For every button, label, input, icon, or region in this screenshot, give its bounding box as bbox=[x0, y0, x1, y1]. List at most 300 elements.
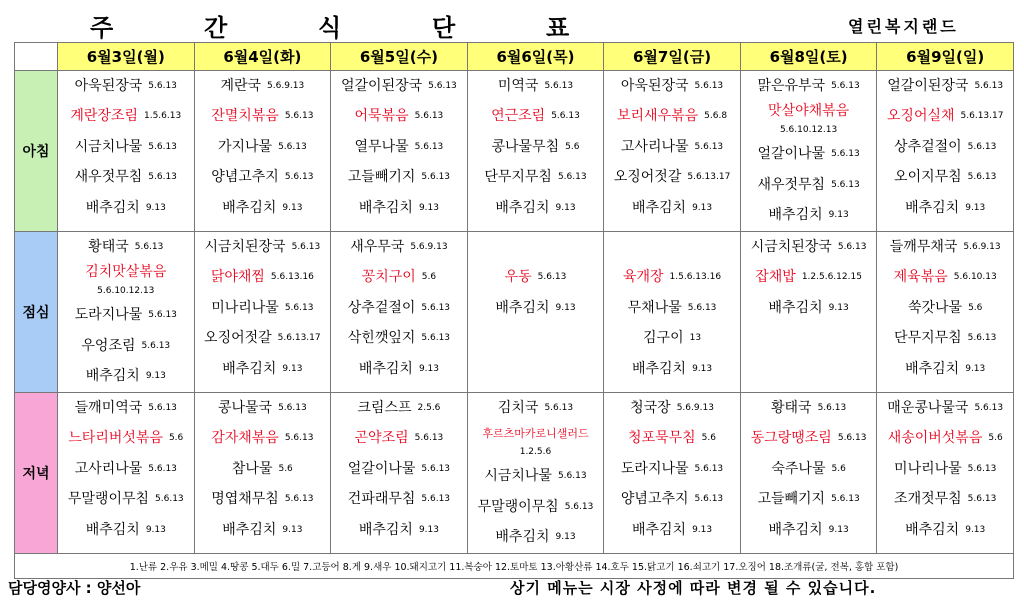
dish-item bbox=[58, 263, 194, 301]
menu-cell bbox=[740, 393, 877, 554]
dish-item bbox=[195, 354, 331, 385]
dish-name: 고사리나물 bbox=[620, 138, 689, 155]
dish-item bbox=[195, 132, 331, 163]
allergen-codes: 5.6.8 bbox=[704, 111, 728, 122]
dish-item bbox=[877, 71, 1013, 102]
dish-item bbox=[741, 263, 877, 294]
dish-name: 미역국 bbox=[497, 77, 539, 94]
dish-item bbox=[468, 102, 604, 133]
dish-item bbox=[195, 393, 331, 424]
allergen-codes: 5.6.13 bbox=[537, 272, 567, 283]
dish-name: 무채나물 bbox=[627, 299, 682, 316]
dish-name: 어묵볶음 bbox=[354, 108, 409, 125]
dish-item bbox=[331, 263, 467, 294]
allergen-codes: 5.6.13 bbox=[148, 172, 177, 183]
dish-name: 도라지나물 bbox=[74, 307, 143, 324]
allergen-codes: 5.6.13 bbox=[564, 501, 594, 512]
dish-name: 배추김치 bbox=[222, 199, 277, 216]
dish-name: 우엉조림 bbox=[81, 337, 136, 354]
dish-name: 얼갈이된장국 bbox=[341, 77, 423, 94]
dish-name: 황태국 bbox=[88, 238, 129, 255]
menu-cell bbox=[740, 232, 877, 393]
dish-name: 우동 bbox=[504, 269, 532, 286]
dish-item bbox=[58, 163, 194, 194]
dish-item bbox=[877, 485, 1013, 516]
dish-item bbox=[58, 132, 194, 163]
dish-name: 가지나물 bbox=[217, 138, 273, 155]
allergen-codes: 5.6.13 bbox=[141, 340, 171, 351]
dish-name: 새우무국 bbox=[350, 238, 405, 255]
dish-item bbox=[877, 132, 1013, 163]
dish-item bbox=[195, 193, 331, 224]
dish-item bbox=[331, 454, 467, 485]
allergen-codes: 5.6.13 bbox=[967, 172, 997, 183]
dish-name: 새우젓무침 bbox=[74, 169, 143, 186]
allergen-codes: 5.6 bbox=[831, 463, 846, 474]
dish-name: 얼갈이된장국 bbox=[887, 77, 969, 94]
day-header: 6월8일(토) bbox=[740, 43, 877, 71]
dish-item bbox=[195, 163, 331, 194]
dish-item bbox=[468, 71, 604, 102]
dish-name: 오징어젓갈 bbox=[204, 330, 272, 347]
allergen-codes: 9.13 bbox=[555, 202, 576, 213]
dish-item bbox=[741, 393, 877, 424]
allergen-codes: 9.13 bbox=[692, 363, 713, 374]
dish-name: 쑥갓나물 bbox=[907, 299, 963, 316]
title-char: 식 bbox=[318, 14, 342, 42]
meal-label: 점심 bbox=[15, 232, 58, 393]
allergen-codes: 5.6.13 bbox=[694, 141, 724, 152]
allergen-codes: 5.6 bbox=[988, 433, 1003, 444]
allergen-codes: 5.6.13 bbox=[831, 494, 860, 505]
dish-name: 상추겉절이 bbox=[894, 138, 962, 155]
allergen-codes: 5.6.13 bbox=[148, 463, 177, 474]
dish-item bbox=[331, 102, 467, 133]
allergen-codes: 5.6.13.17 bbox=[277, 333, 321, 344]
menu-cell bbox=[58, 71, 195, 232]
menu-cell bbox=[58, 232, 195, 393]
dish-name: 계란국 bbox=[220, 77, 262, 94]
allergen-codes: 9.13 bbox=[282, 202, 303, 213]
dish-name: 배추김치 bbox=[85, 199, 140, 216]
allergen-codes: 5.6.13 bbox=[148, 80, 177, 91]
dish-item bbox=[877, 515, 1013, 546]
allergen-codes: 5.6.9.13 bbox=[267, 80, 305, 91]
dish-name: 배추김치 bbox=[495, 529, 550, 546]
dish-name: 동그랑땡조림 bbox=[750, 430, 832, 447]
dish-name: 연근조림 bbox=[491, 108, 546, 125]
allergen-codes: 9.13 bbox=[965, 524, 986, 535]
dish-item bbox=[195, 263, 331, 294]
dish-item bbox=[195, 293, 331, 324]
allergen-codes: 9.13 bbox=[145, 524, 166, 535]
dish-item bbox=[604, 354, 740, 385]
allergen-codes: 5.6.13 bbox=[428, 80, 457, 91]
dish-item bbox=[604, 163, 740, 194]
dish-name: 단무지무침 bbox=[894, 330, 962, 347]
allergen-codes: 5.6.9.13 bbox=[963, 241, 1001, 252]
dish-name: 꽁치구이 bbox=[361, 269, 416, 286]
dish-name: 참나물 bbox=[231, 460, 273, 477]
allergen-codes: 9.13 bbox=[418, 363, 439, 374]
dish-item bbox=[877, 293, 1013, 324]
allergen-codes: 5.6.9.13 bbox=[676, 402, 714, 413]
dish-item bbox=[604, 71, 740, 102]
allergen-codes: 1.5.6.13.16 bbox=[669, 272, 722, 283]
dish-item bbox=[58, 102, 194, 133]
menu-cell bbox=[194, 232, 331, 393]
allergen-codes: 9.13 bbox=[965, 202, 986, 213]
dish-name: 명엽채무침 bbox=[211, 491, 279, 508]
menu-cell bbox=[331, 71, 468, 232]
allergen-codes: 5.6.13 bbox=[967, 463, 997, 474]
dish-name: 배추김치 bbox=[358, 199, 413, 216]
dish-name: 미나리나물 bbox=[211, 299, 279, 316]
dish-name: 배추김치 bbox=[495, 299, 550, 316]
dish-item bbox=[877, 193, 1013, 224]
allergen-codes: 5.6 bbox=[278, 463, 293, 474]
dish-name: 고들빼기지 bbox=[347, 169, 416, 186]
dish-item bbox=[741, 293, 877, 324]
allergen-codes: 5.6.13 bbox=[544, 80, 574, 91]
dish-item bbox=[195, 324, 331, 355]
dish-name: 오징어실채 bbox=[886, 108, 955, 125]
allergen-codes: 5.6.13 bbox=[967, 494, 997, 505]
allergen-codes: 5.6.13 bbox=[284, 111, 314, 122]
day-header: 6월9일(일) bbox=[877, 43, 1014, 71]
day-header: 6월6일(목) bbox=[467, 43, 604, 71]
dish-name: 맑은유부국 bbox=[757, 77, 826, 94]
dish-name: 후르츠마카로니샐러드 bbox=[482, 426, 589, 440]
dish-item bbox=[58, 362, 194, 393]
dish-name: 배추김치 bbox=[768, 207, 823, 224]
dish-name: 시금치나물 bbox=[484, 468, 552, 485]
menu-cell bbox=[877, 393, 1014, 554]
dish-item bbox=[468, 523, 604, 554]
dish-name: 들깨무채국 bbox=[889, 238, 958, 255]
dish-item bbox=[604, 232, 740, 263]
dish-item bbox=[741, 170, 877, 201]
allergen-codes: 5.6.13 bbox=[421, 302, 451, 313]
allergen-codes: 5.6.13 bbox=[967, 141, 997, 152]
allergen-codes: 5.6.13 bbox=[694, 494, 724, 505]
dish-name: 도라지나물 bbox=[620, 460, 689, 477]
dish-item bbox=[58, 485, 194, 516]
dish-item bbox=[741, 102, 877, 140]
allergen-codes: 5.6.13 bbox=[837, 241, 867, 252]
dish-item bbox=[468, 263, 604, 294]
meal-label: 저녁 bbox=[15, 393, 58, 554]
dish-name: 배추김치 bbox=[905, 199, 960, 216]
dish-item bbox=[877, 102, 1013, 133]
allergen-codes: 5.6.13 bbox=[551, 111, 580, 122]
dish-item bbox=[195, 232, 331, 263]
allergen-codes: 5.6 bbox=[701, 433, 716, 444]
dish-name: 배추김치 bbox=[85, 368, 140, 385]
allergen-codes: 9.13 bbox=[555, 532, 576, 543]
dish-item bbox=[741, 485, 877, 516]
day-header: 6월5일(수) bbox=[331, 43, 468, 71]
dish-item bbox=[468, 163, 604, 194]
day-header: 6월4일(화) bbox=[194, 43, 331, 71]
dish-name: 고사리나물 bbox=[74, 460, 143, 477]
dish-item bbox=[468, 293, 604, 324]
dish-item bbox=[877, 354, 1013, 385]
allergen-codes: 5.6.13 bbox=[155, 494, 184, 505]
dish-name: 얼갈이나물 bbox=[757, 146, 826, 163]
dish-name: 맛살야채볶음 bbox=[768, 102, 850, 119]
allergen-codes: 5.6 bbox=[421, 272, 437, 283]
dish-name: 숙주나물 bbox=[771, 460, 826, 477]
dish-name: 양념고추지 bbox=[620, 491, 689, 508]
dish-item bbox=[195, 515, 331, 546]
dish-item bbox=[468, 424, 604, 462]
dish-name: 김구이 bbox=[643, 330, 684, 347]
dish-name: 배추김치 bbox=[358, 360, 413, 377]
allergen-codes: 5.6.13 bbox=[831, 149, 860, 160]
allergen-codes: 5.6.13 bbox=[967, 333, 997, 344]
dish-name: 단무지무침 bbox=[484, 169, 552, 186]
dish-item bbox=[58, 393, 194, 424]
title-char: 주 bbox=[90, 14, 114, 42]
allergen-codes: 5.6.13.16 bbox=[270, 272, 314, 283]
dish-item bbox=[877, 454, 1013, 485]
dish-name: 황태국 bbox=[770, 399, 812, 416]
allergen-codes: 5.6.13 bbox=[148, 402, 177, 413]
dish-item bbox=[468, 393, 604, 424]
allergen-codes: 9.13 bbox=[145, 371, 166, 382]
dish-name: 미나리나물 bbox=[894, 460, 962, 477]
allergen-codes: 9.13 bbox=[282, 363, 303, 374]
allergen-codes: 9.13 bbox=[965, 363, 986, 374]
dish-name: 곤약조림 bbox=[354, 430, 409, 447]
organization-name: 열린복지랜드 bbox=[848, 17, 959, 36]
dish-name: 무말랭이무침 bbox=[477, 498, 559, 515]
dish-item bbox=[195, 71, 331, 102]
dish-name: 느타리버섯볶음 bbox=[68, 430, 163, 447]
dish-item bbox=[468, 492, 604, 523]
dish-item bbox=[604, 102, 740, 133]
menu-cell bbox=[331, 393, 468, 554]
allergen-codes: 5.6.13 bbox=[291, 241, 321, 252]
dish-name: 들깨미역국 bbox=[74, 399, 143, 416]
allergen-codes: 5.6.13 bbox=[134, 241, 164, 252]
title-char: 표 bbox=[546, 14, 570, 42]
allergen-codes: 5.6.13 bbox=[421, 172, 451, 183]
allergen-codes: 5.6.13 bbox=[414, 141, 444, 152]
allergen-codes: 5.6.13 bbox=[148, 141, 177, 152]
dish-item bbox=[877, 163, 1013, 194]
allergen-codes: 9.13 bbox=[692, 524, 713, 535]
dish-item bbox=[195, 424, 331, 455]
dish-item bbox=[604, 132, 740, 163]
allergen-codes: 5.6.10.12.13 bbox=[779, 124, 838, 135]
menu-cell bbox=[467, 71, 604, 232]
allergen-codes: 5.6.13 bbox=[278, 402, 307, 413]
meal-label: 아침 bbox=[15, 71, 58, 232]
allergen-codes: 9.13 bbox=[692, 202, 713, 213]
dish-item bbox=[331, 324, 467, 355]
dish-name: 조개젓무침 bbox=[894, 491, 962, 508]
dish-item bbox=[58, 454, 194, 485]
dish-name: 제육볶음 bbox=[893, 269, 948, 286]
allergen-codes: 1.5.6.13 bbox=[143, 111, 182, 122]
meal-row bbox=[15, 393, 1014, 554]
day-header: 6월3일(월) bbox=[58, 43, 195, 71]
allergen-codes: 5.6.9.13 bbox=[410, 241, 448, 252]
allergen-codes: 5.6.13 bbox=[284, 172, 314, 183]
dish-item bbox=[741, 140, 877, 171]
dish-name: 크림스프 bbox=[357, 399, 412, 416]
dish-item bbox=[604, 263, 740, 294]
dish-name: 보리새우볶음 bbox=[617, 108, 699, 125]
dish-name: 삭힌깻잎지 bbox=[347, 330, 416, 347]
day-header: 6월7일(금) bbox=[604, 43, 741, 71]
menu-cell bbox=[740, 71, 877, 232]
allergen-codes: 5.6.13 bbox=[831, 80, 860, 91]
dish-name: 열무나물 bbox=[354, 138, 409, 155]
dish-item bbox=[604, 454, 740, 485]
dish-item bbox=[877, 393, 1013, 424]
dish-name: 배추김치 bbox=[905, 521, 960, 538]
menu-cell bbox=[604, 393, 741, 554]
allergen-codes: 1.2.5.6.12.15 bbox=[801, 272, 862, 283]
dish-item bbox=[195, 102, 331, 133]
dish-name: 무말랭이무침 bbox=[67, 491, 150, 508]
dish-item bbox=[468, 232, 604, 263]
allergen-codes: 5.6.13 bbox=[694, 80, 724, 91]
allergen-codes: 5.6 bbox=[168, 433, 184, 444]
dish-name: 육개장 bbox=[622, 269, 664, 286]
dish-name: 배추김치 bbox=[905, 360, 960, 377]
allergen-codes: 9.13 bbox=[282, 524, 303, 535]
menu-cell bbox=[877, 71, 1014, 232]
dish-item bbox=[331, 232, 467, 263]
dish-item bbox=[877, 424, 1013, 455]
dish-name: 배추김치 bbox=[631, 199, 687, 216]
menu-cell bbox=[604, 232, 741, 393]
dish-item bbox=[604, 193, 740, 224]
dish-name: 새우젓무침 bbox=[757, 176, 826, 193]
dish-item bbox=[877, 232, 1013, 263]
allergen-codes: 5.6 bbox=[565, 141, 580, 152]
meal-row bbox=[15, 71, 1014, 232]
dish-name: 콩나물국 bbox=[217, 399, 273, 416]
allergen-codes: 9.13 bbox=[145, 202, 166, 213]
dish-item bbox=[331, 485, 467, 516]
dish-item bbox=[331, 354, 467, 385]
allergen-codes: 5.6.13 bbox=[974, 80, 1004, 91]
allergen-codes: 5.6.10.12.13 bbox=[97, 285, 155, 296]
dish-item bbox=[331, 293, 467, 324]
allergen-codes: 9.13 bbox=[828, 524, 849, 535]
dish-name: 배추김치 bbox=[222, 521, 277, 538]
allergen-codes: 13 bbox=[689, 333, 702, 344]
allergen-legend: 1.난류 2.우유 3.메밀 4.땅콩 5.대두 6.밀 7.고등어 8.게 9.새우 10.돼지고기 11.복숭아 12.토마토 13.아황산류 14.호두 15.닭고기 16.쇠고기 17.오징어 18.조개류(굴, 전복, 홍합 포함) bbox=[15, 554, 1014, 579]
allergen-codes: 5.6.13 bbox=[557, 471, 587, 482]
allergen-codes: 9.13 bbox=[418, 202, 439, 213]
menu-cell bbox=[467, 393, 604, 554]
dish-item bbox=[58, 331, 194, 362]
dish-item bbox=[604, 293, 740, 324]
allergen-codes: 5.6.13 bbox=[414, 111, 444, 122]
allergen-codes: 5.6.13.17 bbox=[687, 172, 731, 183]
title-char: 간 bbox=[204, 14, 228, 42]
menu-cell bbox=[467, 232, 604, 393]
dish-name: 양념고추지 bbox=[211, 169, 279, 186]
dish-item bbox=[877, 263, 1013, 294]
allergen-codes: 5.6.13 bbox=[837, 433, 867, 444]
dish-name: 김치국 bbox=[497, 399, 539, 416]
dish-item bbox=[741, 424, 877, 455]
dish-name: 청국장 bbox=[630, 399, 671, 416]
dish-item bbox=[331, 163, 467, 194]
dish-name: 상추겉절이 bbox=[347, 299, 416, 316]
menu-change-notice: 상기 메뉴는 시장 사정에 따라 변경 될 수 있습니다. bbox=[510, 579, 877, 597]
menu-cell bbox=[194, 393, 331, 554]
day-header-row bbox=[15, 43, 1014, 71]
dish-name: 아욱된장국 bbox=[74, 77, 143, 94]
dish-name: 잔멸치볶음 bbox=[211, 108, 279, 125]
dish-name: 계란장조림 bbox=[70, 108, 138, 125]
allergen-codes: 5.6.13 bbox=[831, 179, 860, 190]
dish-item bbox=[58, 193, 194, 224]
dish-item bbox=[58, 71, 194, 102]
dish-item bbox=[741, 201, 877, 232]
allergen-codes: 5.6.13 bbox=[687, 302, 717, 313]
allergen-legend-row bbox=[15, 554, 1014, 579]
allergen-codes: 5.6.13 bbox=[284, 302, 314, 313]
dish-item bbox=[741, 454, 877, 485]
allergen-codes: 5.6.13.17 bbox=[960, 111, 1004, 122]
dish-name: 배추김치 bbox=[631, 521, 687, 538]
allergen-codes: 5.6.13 bbox=[421, 333, 451, 344]
dish-item bbox=[741, 515, 877, 546]
dietitian-label: 담당영양사 : 양선아 bbox=[8, 579, 141, 597]
dish-item bbox=[58, 515, 194, 546]
allergen-codes: 5.6.13 bbox=[694, 463, 724, 474]
dish-item bbox=[604, 515, 740, 546]
dish-name: 오이지무침 bbox=[894, 169, 962, 186]
allergen-codes: 5.6.13 bbox=[544, 402, 574, 413]
dish-item bbox=[741, 232, 877, 263]
allergen-codes: 5.6.13 bbox=[974, 402, 1004, 413]
dish-item bbox=[58, 424, 194, 455]
allergen-codes: 5.6.13 bbox=[421, 463, 451, 474]
dish-name: 배추김치 bbox=[222, 360, 277, 377]
dish-item bbox=[331, 393, 467, 424]
dish-name: 시금치된장국 bbox=[750, 238, 832, 255]
allergen-codes: 2.5.6 bbox=[417, 402, 441, 413]
menu-cell bbox=[194, 71, 331, 232]
allergen-codes: 5.6.13 bbox=[278, 141, 307, 152]
allergen-codes: 9.13 bbox=[828, 302, 849, 313]
dish-name: 닭야채찜 bbox=[210, 269, 265, 286]
dish-item bbox=[331, 132, 467, 163]
dish-name: 배추김치 bbox=[358, 521, 413, 538]
allergen-codes: 5.6.13 bbox=[284, 433, 314, 444]
corner-cell bbox=[15, 43, 58, 71]
dish-item bbox=[195, 454, 331, 485]
dish-name: 시금치된장국 bbox=[204, 238, 286, 255]
allergen-codes: 9.13 bbox=[828, 210, 849, 221]
menu-cell bbox=[604, 71, 741, 232]
dish-item bbox=[604, 485, 740, 516]
meal-row bbox=[15, 232, 1014, 393]
dish-name: 얼갈이나물 bbox=[347, 460, 416, 477]
dish-name: 김치맛살볶음 bbox=[85, 263, 167, 280]
dish-name: 오징어젓갈 bbox=[613, 169, 682, 186]
